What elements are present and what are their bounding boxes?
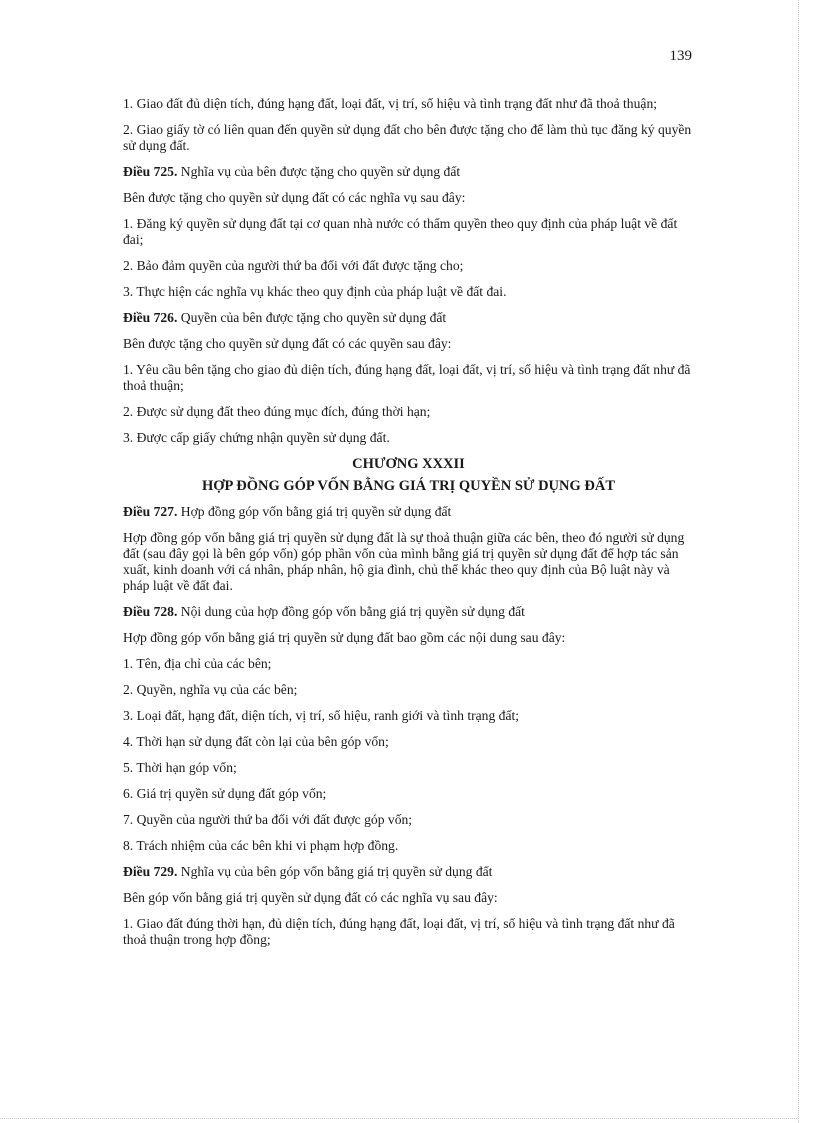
article-heading xyxy=(123,310,694,326)
paragraph: 3. Thực hiện các nghĩa vụ khác theo quy định của pháp luật về đất đai. xyxy=(123,284,507,299)
paragraph: 1. Tên, địa chỉ của các bên; xyxy=(123,656,272,671)
paragraph: 2. Bảo đảm quyền của người thứ ba đối với đất được tặng cho; xyxy=(123,258,464,273)
paragraph: 1. Giao đất đủ diện tích, đúng hạng đất, loại đất, vị trí, số hiệu và tình trạng đất như đã thoả thuận; xyxy=(123,96,658,111)
paragraph: 4. Thời hạn sử dụng đất còn lại của bên góp vốn; xyxy=(123,734,389,749)
article-title: Nghĩa vụ của bên góp vốn bằng giá trị quyền sử dụng đất xyxy=(177,864,493,879)
paragraph: 1. Đăng ký quyền sử dụng đất tại cơ quan nhà nước có thẩm quyền theo quy định của pháp luật về đất đai; xyxy=(123,216,678,247)
page-content xyxy=(123,96,694,958)
article-number: Điều 725. xyxy=(123,164,178,179)
chapter-title: HỢP ĐỒNG GÓP VỐN BẰNG GIÁ TRỊ QUYỀN SỬ DỤNG ĐẤT xyxy=(201,478,616,494)
article-number: Điều 729. xyxy=(123,864,178,879)
paragraph: 1. Yêu cầu bên tặng cho giao đủ diện tích, đúng hạng đất, loại đất, vị trí, số hiệu và tình trạng đất như đã thoả thuận; xyxy=(123,362,691,393)
paragraph: Hợp đồng góp vốn bằng giá trị quyền sử dụng đất là sự thoả thuận giữa các bên, theo đó người sử dụng đất (sau đây gọi là bên góp vốn) góp phần vốn của mình bằng giá trị quyền sử dụng đất để hợp tác sản xuất, kinh doanh với cá nhân, pháp nhân, hộ gia đình, chủ thể khác theo quy định của Bộ luật này và pháp luật về đất đai. xyxy=(123,530,685,593)
paragraph: Bên được tặng cho quyền sử dụng đất có các nghĩa vụ sau đây: xyxy=(123,190,466,205)
chapter-num: CHƯƠNG XXXII xyxy=(352,456,465,472)
paragraph: 5. Thời hạn góp vốn; xyxy=(123,760,237,775)
page-border-right xyxy=(798,0,799,1123)
page-border-bottom xyxy=(0,1118,799,1119)
article-number: Điều 726. xyxy=(123,310,178,325)
article-heading xyxy=(123,604,694,620)
article-title: Hợp đồng góp vốn bằng giá trị quyền sử dụng đất xyxy=(177,504,452,519)
paragraph: 3. Được cấp giấy chứng nhận quyền sử dụng đất. xyxy=(123,430,390,445)
paragraph: 2. Được sử dụng đất theo đúng mục đích, đúng thời hạn; xyxy=(123,404,431,419)
article-title: Nội dung của hợp đồng góp vốn bằng giá trị quyền sử dụng đất xyxy=(177,604,525,619)
paragraph: Bên được tặng cho quyền sử dụng đất có các quyền sau đây: xyxy=(123,336,452,351)
article-heading xyxy=(123,164,694,180)
article-number: Điều 728. xyxy=(123,604,178,619)
paragraph: Hợp đồng góp vốn bằng giá trị quyền sử dụng đất bao gồm các nội dung sau đây: xyxy=(123,630,566,645)
article-heading xyxy=(123,504,694,520)
paragraph: 3. Loại đất, hạng đất, diện tích, vị trí, số hiệu, ranh giới và tình trạng đất; xyxy=(123,708,520,723)
page-number: 139 xyxy=(669,48,692,64)
article-title: Quyền của bên được tặng cho quyền sử dụng đất xyxy=(177,310,447,325)
article-heading xyxy=(123,864,694,880)
article-title: Nghĩa vụ của bên được tặng cho quyền sử dụng đất xyxy=(177,164,461,179)
article-number: Điều 727. xyxy=(123,504,178,519)
paragraph: 2. Giao giấy tờ có liên quan đến quyền sử dụng đất cho bên được tặng cho để làm thủ tục đăng ký quyền sử dụng đất. xyxy=(123,122,692,153)
paragraph: Bên góp vốn bằng giá trị quyền sử dụng đất có các nghĩa vụ sau đây: xyxy=(123,890,498,905)
paragraph: 1. Giao đất đúng thời hạn, đủ diện tích, đúng hạng đất, loại đất, vị trí, số hiệu và tình trạng đất như đã thoả thuận trong hợp đồng; xyxy=(123,916,675,947)
paragraph: 7. Quyền của người thứ ba đối với đất được góp vốn; xyxy=(123,812,413,827)
paragraph: 6. Giá trị quyền sử dụng đất góp vốn; xyxy=(123,786,327,801)
paragraph: 8. Trách nhiệm của các bên khi vi phạm hợp đồng. xyxy=(123,838,399,853)
paragraph: 2. Quyền, nghĩa vụ của các bên; xyxy=(123,682,298,697)
